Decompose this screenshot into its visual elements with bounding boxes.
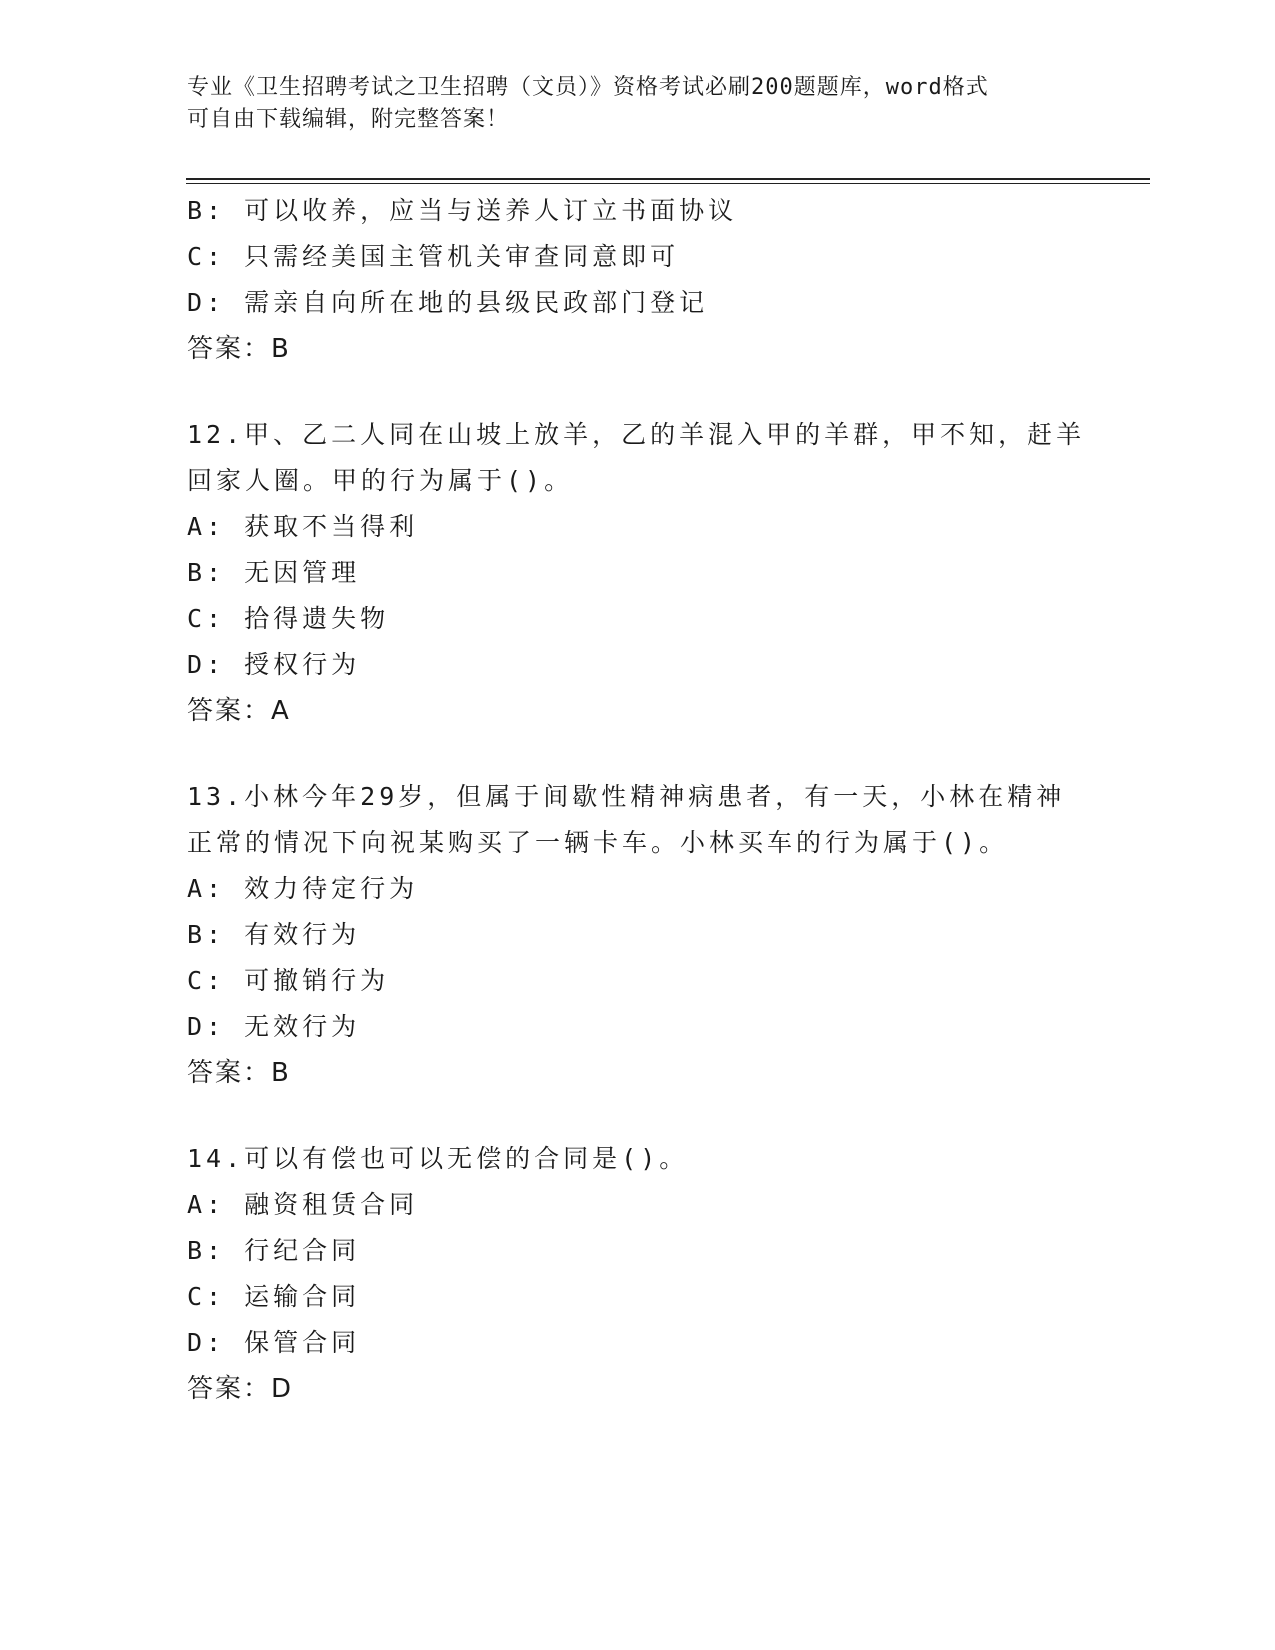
option-b: B: 有效行为 xyxy=(187,920,361,949)
document-header xyxy=(187,72,1067,136)
option-a: A: 效力待定行为 xyxy=(187,874,419,903)
question-stem-cont: 正常的情况下向祝某购买了一辆卡车。小林买车的行为属于()。 xyxy=(187,828,1009,857)
answer-line: 答案：A xyxy=(187,696,291,726)
option-d: D: 保管合同 xyxy=(187,1328,361,1357)
option-b: B: 可以收养，应当与送养人订立书面协议 xyxy=(187,196,738,225)
option-d: D: 需亲自向所在地的县级民政部门登记 xyxy=(187,288,709,317)
question-stem: 14.可以有偿也可以无偿的合同是()。 xyxy=(187,1144,689,1173)
header-line-1: 专业《卫生招聘考试之卫生招聘（文员）》资格考试必刷200题题库，word格式 xyxy=(187,75,989,100)
spacer xyxy=(187,372,1087,412)
question-list xyxy=(187,188,1087,1412)
answer-line: 答案：B xyxy=(187,334,291,364)
option-c: C: 拾得遗失物 xyxy=(187,604,390,633)
answer-line: 答案：B xyxy=(187,1058,291,1088)
answer-line: 答案：D xyxy=(187,1374,294,1404)
option-d: D: 授权行为 xyxy=(187,650,361,679)
option-c: C: 运输合同 xyxy=(187,1282,361,1311)
option-c: C: 可撤销行为 xyxy=(187,966,390,995)
question-12 xyxy=(187,412,1087,734)
header-divider-thick xyxy=(186,178,1150,180)
question-13 xyxy=(187,774,1087,1096)
spacer xyxy=(187,734,1087,774)
option-a: A: 获取不当得利 xyxy=(187,512,419,541)
question-stem-cont: 回家人圈。甲的行为属于()。 xyxy=(187,466,574,495)
question-stem: 13.小林今年29岁，但属于间歇性精神病患者，有一天，小林在精神 xyxy=(187,782,1066,811)
header-divider-thin xyxy=(186,183,1150,184)
option-a: A: 融资租赁合同 xyxy=(187,1190,419,1219)
question-stem: 12.甲、乙二人同在山坡上放羊，乙的羊混入甲的羊群，甲不知，赶羊 xyxy=(187,420,1086,449)
header-line-2: 可自由下载编辑，附完整答案！ xyxy=(187,107,510,132)
option-b: B: 无因管理 xyxy=(187,558,361,587)
option-b: B: 行纪合同 xyxy=(187,1236,361,1265)
question-14 xyxy=(187,1136,1087,1412)
spacer xyxy=(187,1096,1087,1136)
option-c: C: 只需经美国主管机关审查同意即可 xyxy=(187,242,680,271)
option-d: D: 无效行为 xyxy=(187,1012,361,1041)
question-11-tail xyxy=(187,188,1087,372)
